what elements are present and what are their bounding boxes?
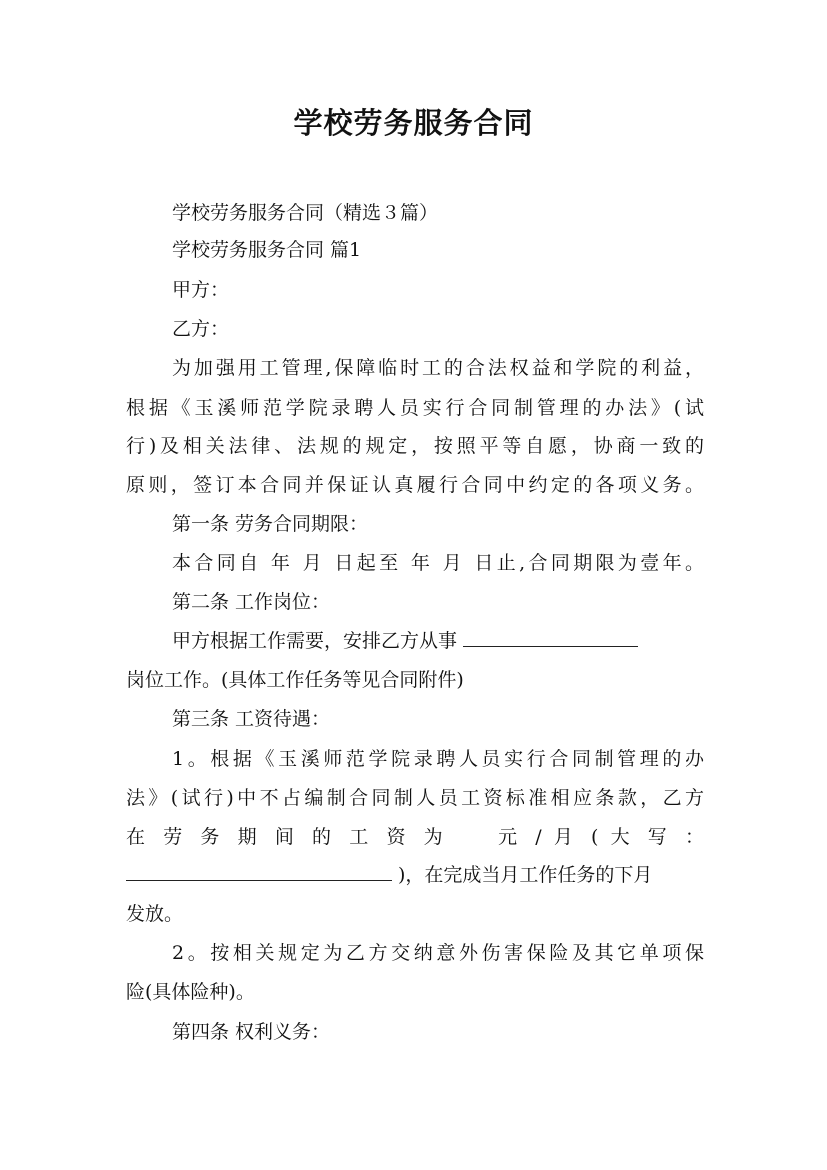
paragraph-line: 险(具体险种)。 xyxy=(126,981,255,1003)
paragraph-text: )，在完成当月工作任务的下月 xyxy=(398,864,653,886)
paragraph-line: 法》(试行)中不占编制合同制人员工资标准相应条款，乙方 xyxy=(126,787,704,809)
section-heading: 学校劳务服务合同 篇1 xyxy=(172,239,362,261)
paragraph-line: 1。根据《玉溪师范学院录聘人员实行合同制管理的办 xyxy=(172,748,704,770)
paragraph-line: 2。按相关规定为乙方交纳意外伤害保险及其它单项保 xyxy=(172,942,704,964)
paragraph-line-with-blank xyxy=(126,861,704,889)
fill-in-blank xyxy=(126,861,392,881)
article-heading: 第一条 劳务合同期限： xyxy=(172,513,369,535)
paragraph-line: 为加强用工管理,保障临时工的合法权益和学院的利益， xyxy=(172,357,704,379)
document-title: 学校劳务服务合同 xyxy=(293,106,534,140)
article-heading: 第二条 工作岗位： xyxy=(172,591,331,613)
subtitle-line: 学校劳务服务合同（精选３篇） xyxy=(172,202,439,224)
paragraph-text: 甲方根据工作需要，安排乙方从事 xyxy=(172,630,458,652)
fill-in-blank xyxy=(463,627,638,647)
article-heading: 第三条 工资待遇： xyxy=(172,708,331,730)
paragraph-line: 根据《玉溪师范学院录聘人员实行合同制管理的办法》(试 xyxy=(126,397,704,419)
paragraph-line: 行)及相关法律、法规的规定，按照平等自愿，协商一致的 xyxy=(126,435,704,457)
paragraph-line: 在 劳 务 期 间 的 工 资 为 元 / 月 ( 大 写 ： xyxy=(126,826,704,848)
paragraph-line: 原则，签订本合同并保证认真履行合同中约定的各项义务。 xyxy=(126,474,704,496)
paragraph-line: 本合同自 年 月 日起至 年 月 日止,合同期限为壹年。 xyxy=(172,552,704,574)
paragraph-line-with-blank xyxy=(172,627,704,655)
party-a-label: 甲方： xyxy=(172,279,230,301)
party-b-label: 乙方： xyxy=(172,318,230,340)
paragraph-line: 岗位工作。(具体工作任务等见合同附件) xyxy=(126,669,464,691)
paragraph-line: 发放。 xyxy=(126,903,184,925)
article-heading: 第四条 权利义务： xyxy=(172,1021,331,1043)
